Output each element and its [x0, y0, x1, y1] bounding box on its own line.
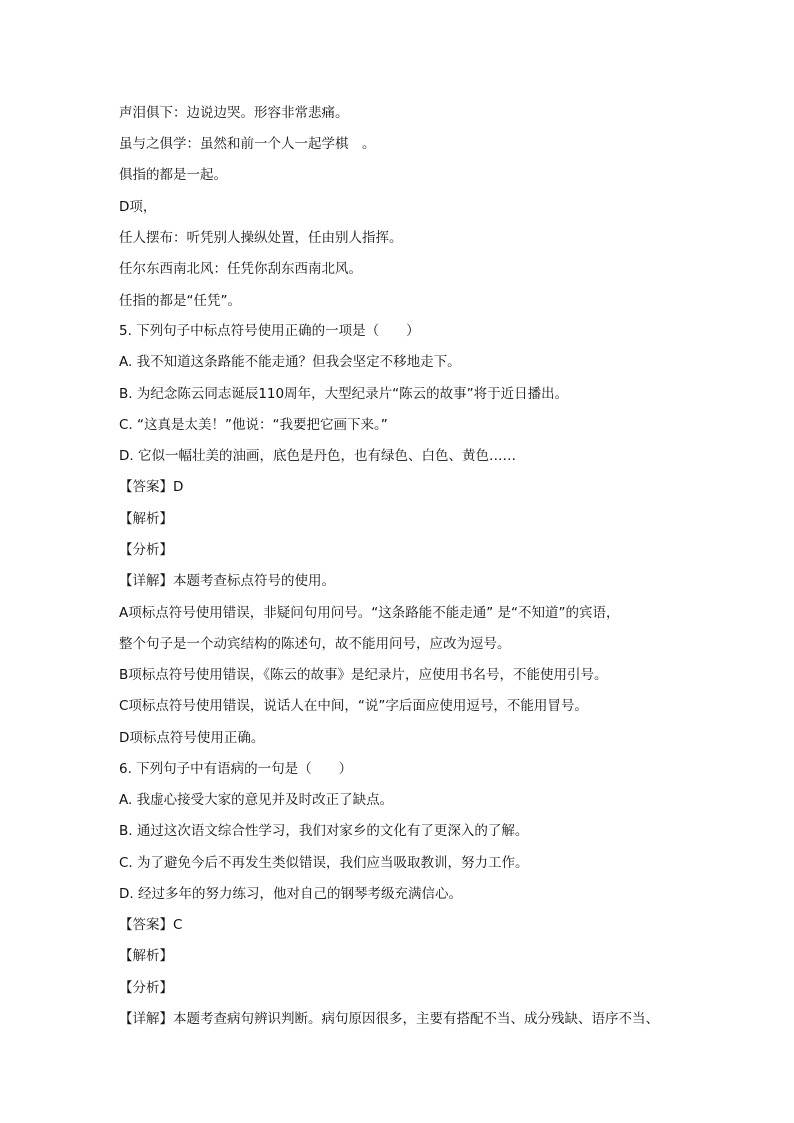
explanation-line: D项标点符号使用正确。	[119, 730, 265, 746]
question-6-option-a: A. 我虚心接受大家的意见并及时改正了缺点。	[119, 792, 394, 808]
analysis-label: 【分析】	[119, 980, 173, 996]
question-6-option-c: C. 为了避免今后不再发生类似错误，我们应当吸取教训，努力工作。	[119, 855, 529, 871]
answer-label: 【答案】C	[119, 917, 183, 933]
question-6-stem: 6. 下列句子中有语病的一句是（ ）	[119, 761, 353, 777]
analysis-label: 【解析】	[119, 511, 173, 527]
text-line: 任指的都是“任凭”。	[119, 293, 241, 309]
text-line: 声泪俱下：边说边哭。形容非常悲痛。	[119, 105, 349, 121]
explanation-line: B项标点符号使用错误，《陈云的故事》是纪录片，应使用书名号，不能使用引号。	[119, 667, 608, 683]
question-6-option-b: B. 通过这次语文综合性学习，我们对家乡的文化有了更深入的了解。	[119, 823, 529, 839]
question-5-option-d: D. 它似一幅壮美的油画，底色是丹色，也有绿色、白色、黄色……	[119, 448, 516, 464]
question-5-option-a: A. 我不知道这条路能不能走通？但我会坚定不移地走下。	[119, 354, 461, 370]
explanation-line: 【详解】本题考查标点符号的使用。	[119, 573, 335, 589]
explanation-line: 整个句子是一个动宾结构的陈述句，故不能用问号，应改为逗号。	[119, 636, 511, 652]
analysis-label: 【分析】	[119, 542, 173, 558]
text-line: D项，	[119, 199, 157, 215]
explanation-line: 【详解】本题考查病句辨识判断。病句原因很多，主要有搭配不当、成分残缺、语序不当、	[119, 1011, 659, 1027]
explanation-line: A项标点符号使用错误，非疑问句用问号。“这条路能不能走通” 是“不知道”的宾语，	[119, 605, 620, 621]
question-5-option-b: B. 为纪念陈云同志诞辰110周年，大型纪录片“陈云的故事”将于近日播出。	[119, 386, 569, 402]
analysis-label: 【解析】	[119, 948, 173, 964]
text-line: 虽与之俱学：虽然和前一个人一起学棋 。	[119, 136, 376, 152]
question-5-option-c: C. “这真是太美！”他说：“我要把它画下来。”	[119, 417, 388, 433]
text-line: 任尔东西南北风：任凭你刮东西南北风。	[119, 261, 362, 277]
text-line: 任人摆布：听凭别人操纵处置，任由别人指挥。	[119, 230, 403, 246]
answer-label: 【答案】D	[119, 479, 184, 495]
question-6-option-d: D. 经过多年的努力练习，他对自己的钢琴考级充满信心。	[119, 886, 462, 902]
explanation-line: C项标点符号使用错误，说话人在中间，“说”字后面应使用逗号，不能用冒号。	[119, 698, 588, 714]
question-5-stem: 5. 下列句子中标点符号使用正确的一项是（ ）	[119, 323, 420, 339]
text-line: 俱指的都是一起。	[119, 167, 227, 183]
